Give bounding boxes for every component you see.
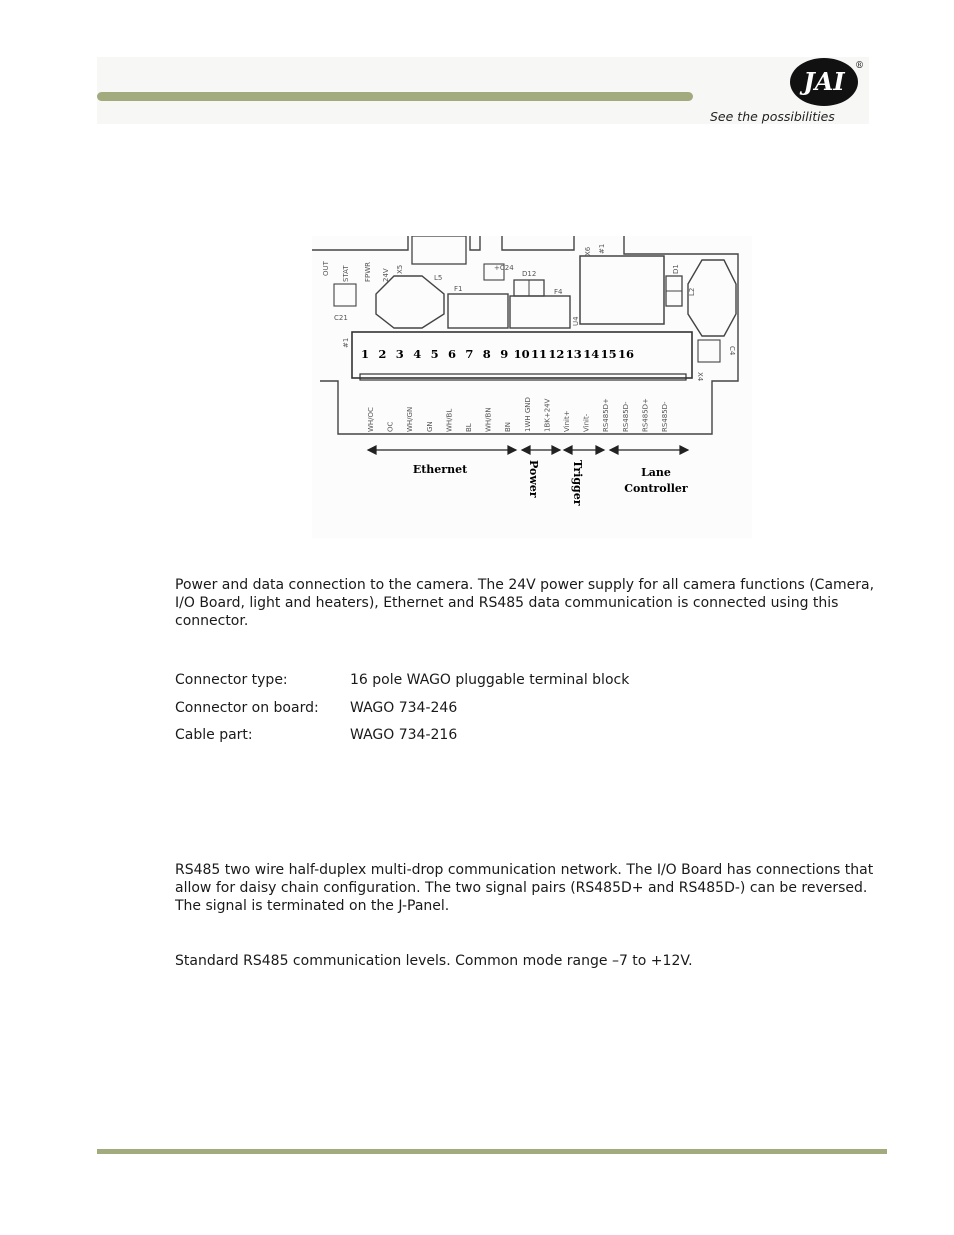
silk-24v: 24V [382,268,390,282]
silk-hash1b: #1 [598,243,606,254]
intro-paragraph: Power and data connection to the camera. The 24V power supply for all camera functions (Camera, I/O Board, light and heaters), Ethernet and RS485 data communication is connected using this connector. [175,577,875,629]
pin-signal-label: RS485D+ [602,398,611,432]
pin-signal-label: Vinit- [582,413,591,432]
pin-number: 12 [548,347,565,361]
pin-number: 6 [447,347,457,361]
spec-label-connector-board: Connector on board: [175,700,319,716]
silk-x5: X5 [396,264,404,274]
silk-x4: X4 [696,372,704,382]
header-rule [97,92,693,101]
pin-signal-label: 1WH GND [523,397,532,432]
pin-number: 11 [530,347,548,361]
silk-c24: +C24 [494,264,514,272]
pin-number: 8 [482,347,491,361]
silk-d12: D12 [522,270,537,278]
pin-signal-label: RS485D- [661,401,669,432]
pin-number: 3 [395,347,404,361]
pin-group [361,347,669,432]
spec-label-connector-type: Connector type: [175,672,288,688]
silk-f4: F4 [554,288,563,296]
silk-l5: L5 [434,274,443,282]
silk-stat: STAT [342,265,350,282]
group-power: Power [527,460,540,498]
pin-signal-label: WH/GN [406,406,415,432]
levels-paragraph: Standard RS485 communication levels. Common mode range –7 to +12V. [175,953,693,969]
pin-signal-label: OC [386,421,395,432]
silk-fpwr: FPWR [364,261,372,282]
silk-c4: C4 [728,346,736,356]
silk-f1: F1 [454,285,463,293]
group-controller: Controller [624,482,688,495]
pin-signal-label: 1BK+24V [543,398,552,432]
pin-number: 13 [565,347,582,361]
spec-label-cable-part: Cable part: [175,727,253,743]
pin-number: 5 [430,347,439,361]
pin-number: 9 [500,347,509,361]
pin-signal-label: Vinit+ [563,410,571,432]
connector-diagram [312,236,752,538]
registered-mark: ® [855,61,864,71]
pin-signal-label: BL [465,423,473,432]
spec-value-cable-part: WAGO 734-216 [350,727,458,743]
pin-number: 4 [413,347,422,361]
group-ethernet: Ethernet [412,463,468,476]
pin-signal-label: WH/OC [367,407,375,432]
silk-d1: D1 [672,264,680,274]
pin-signal-label: WH/BL [445,408,454,432]
pin-signal-label: RS485D+ [641,398,650,432]
pin-number: 15 [600,347,617,361]
silk-u4: U4 [572,316,580,326]
silk-l2: L2 [688,287,696,296]
pin-signal-label: WH/BN [484,407,493,432]
logo-text: JAI [803,67,845,96]
pin-signal-label: GN [425,421,434,432]
pin-number: 2 [378,347,387,361]
pin-signal-label: RS485D- [621,401,630,432]
silk-c21: C21 [334,314,348,322]
pin-number: 7 [465,347,474,361]
pin-number: 1 [360,347,370,361]
spec-value-connector-type: 16 pole WAGO pluggable terminal block [350,672,630,688]
silk-hash1: #1 [342,337,350,348]
silk-x6: X6 [584,246,592,256]
footer-rule [97,1149,887,1154]
group-lane: Lane [641,466,671,479]
rs485-paragraph: RS485 two wire half-duplex multi-drop communication network. The I/O Board has connections that allow for daisy chain configuration. The two signal pairs (RS485D+ and RS485D-) can be reversed. The signal is terminated on the J-Panel. [175,862,874,914]
silk-out: OUT [322,261,330,276]
jai-logo [786,55,866,109]
group-trigger: Trigger [571,460,584,506]
pin-number: 10 [513,347,530,361]
tagline: See the possibilities [710,109,835,124]
pin-signal-label: BN [504,421,513,432]
spec-value-connector-board: WAGO 734-246 [350,700,458,716]
pin-number: 14 [583,347,600,361]
pin-number: 16 [617,347,635,361]
